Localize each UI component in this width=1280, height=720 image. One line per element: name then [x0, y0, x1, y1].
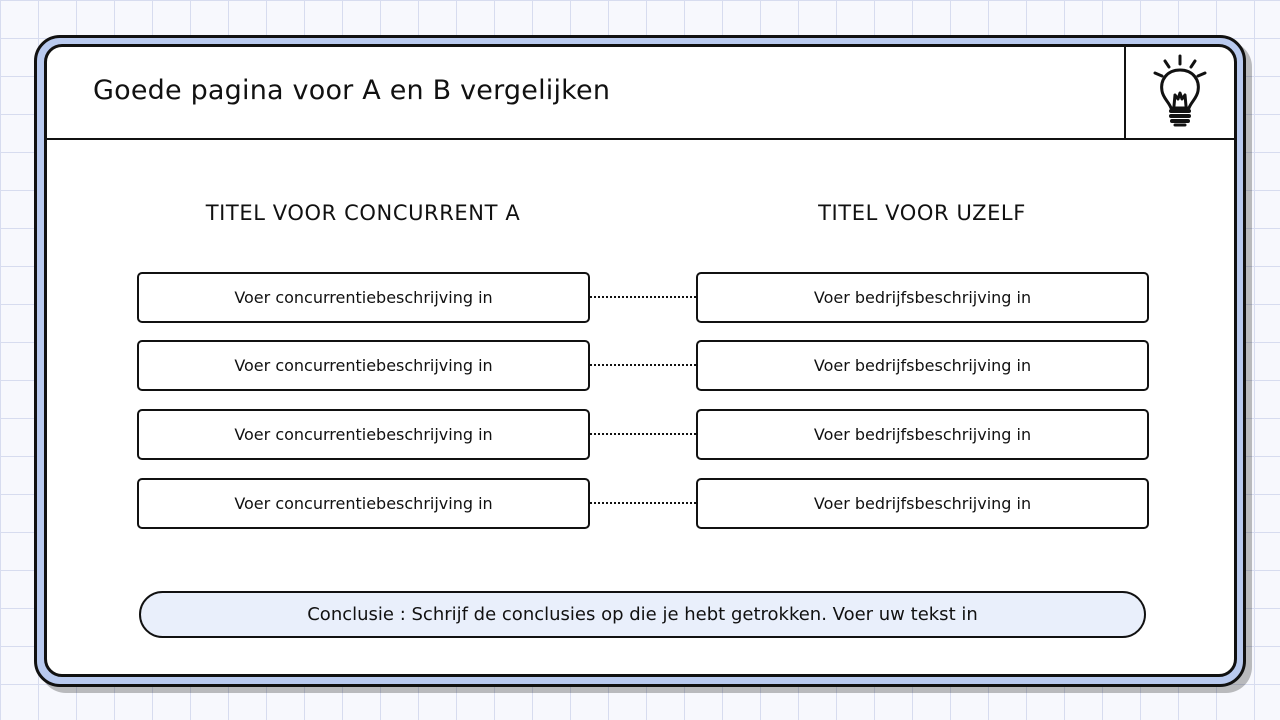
- header-bar: [47, 47, 1234, 140]
- dotted-connector-3: [590, 433, 696, 435]
- competitor-description-box-3[interactable]: Voer concurrentiebeschrijving in: [137, 409, 590, 460]
- company-description-box-2[interactable]: Voer bedrijfsbeschrijving in: [696, 340, 1149, 391]
- company-description-box-1[interactable]: Voer bedrijfsbeschrijving in: [696, 272, 1149, 323]
- competitor-description-box-2[interactable]: Voer concurrentiebeschrijving in: [137, 340, 590, 391]
- dotted-connector-2: [590, 364, 696, 366]
- company-description-box-4[interactable]: Voer bedrijfsbeschrijving in: [696, 478, 1149, 529]
- page-title: Goede pagina voor A en B vergelijken: [93, 75, 611, 106]
- dotted-connector-4: [590, 502, 696, 504]
- conclusion-box[interactable]: Conclusie : Schrijf de conclusies op die je hebt getrokken. Voer uw tekst in: [139, 591, 1146, 638]
- slide-card: [44, 44, 1237, 677]
- lightbulb-icon: [1150, 53, 1210, 133]
- competitor-description-box-4[interactable]: Voer concurrentiebeschrijving in: [137, 478, 590, 529]
- self-title: TITEL VOOR UZELF: [818, 201, 1026, 225]
- competitor-description-box-1[interactable]: Voer concurrentiebeschrijving in: [137, 272, 590, 323]
- company-description-box-3[interactable]: Voer bedrijfsbeschrijving in: [696, 409, 1149, 460]
- header-icon-cell: [1124, 47, 1234, 138]
- competitor-a-title: TITEL VOOR CONCURRENT A: [205, 201, 521, 225]
- dotted-connector-1: [590, 296, 696, 298]
